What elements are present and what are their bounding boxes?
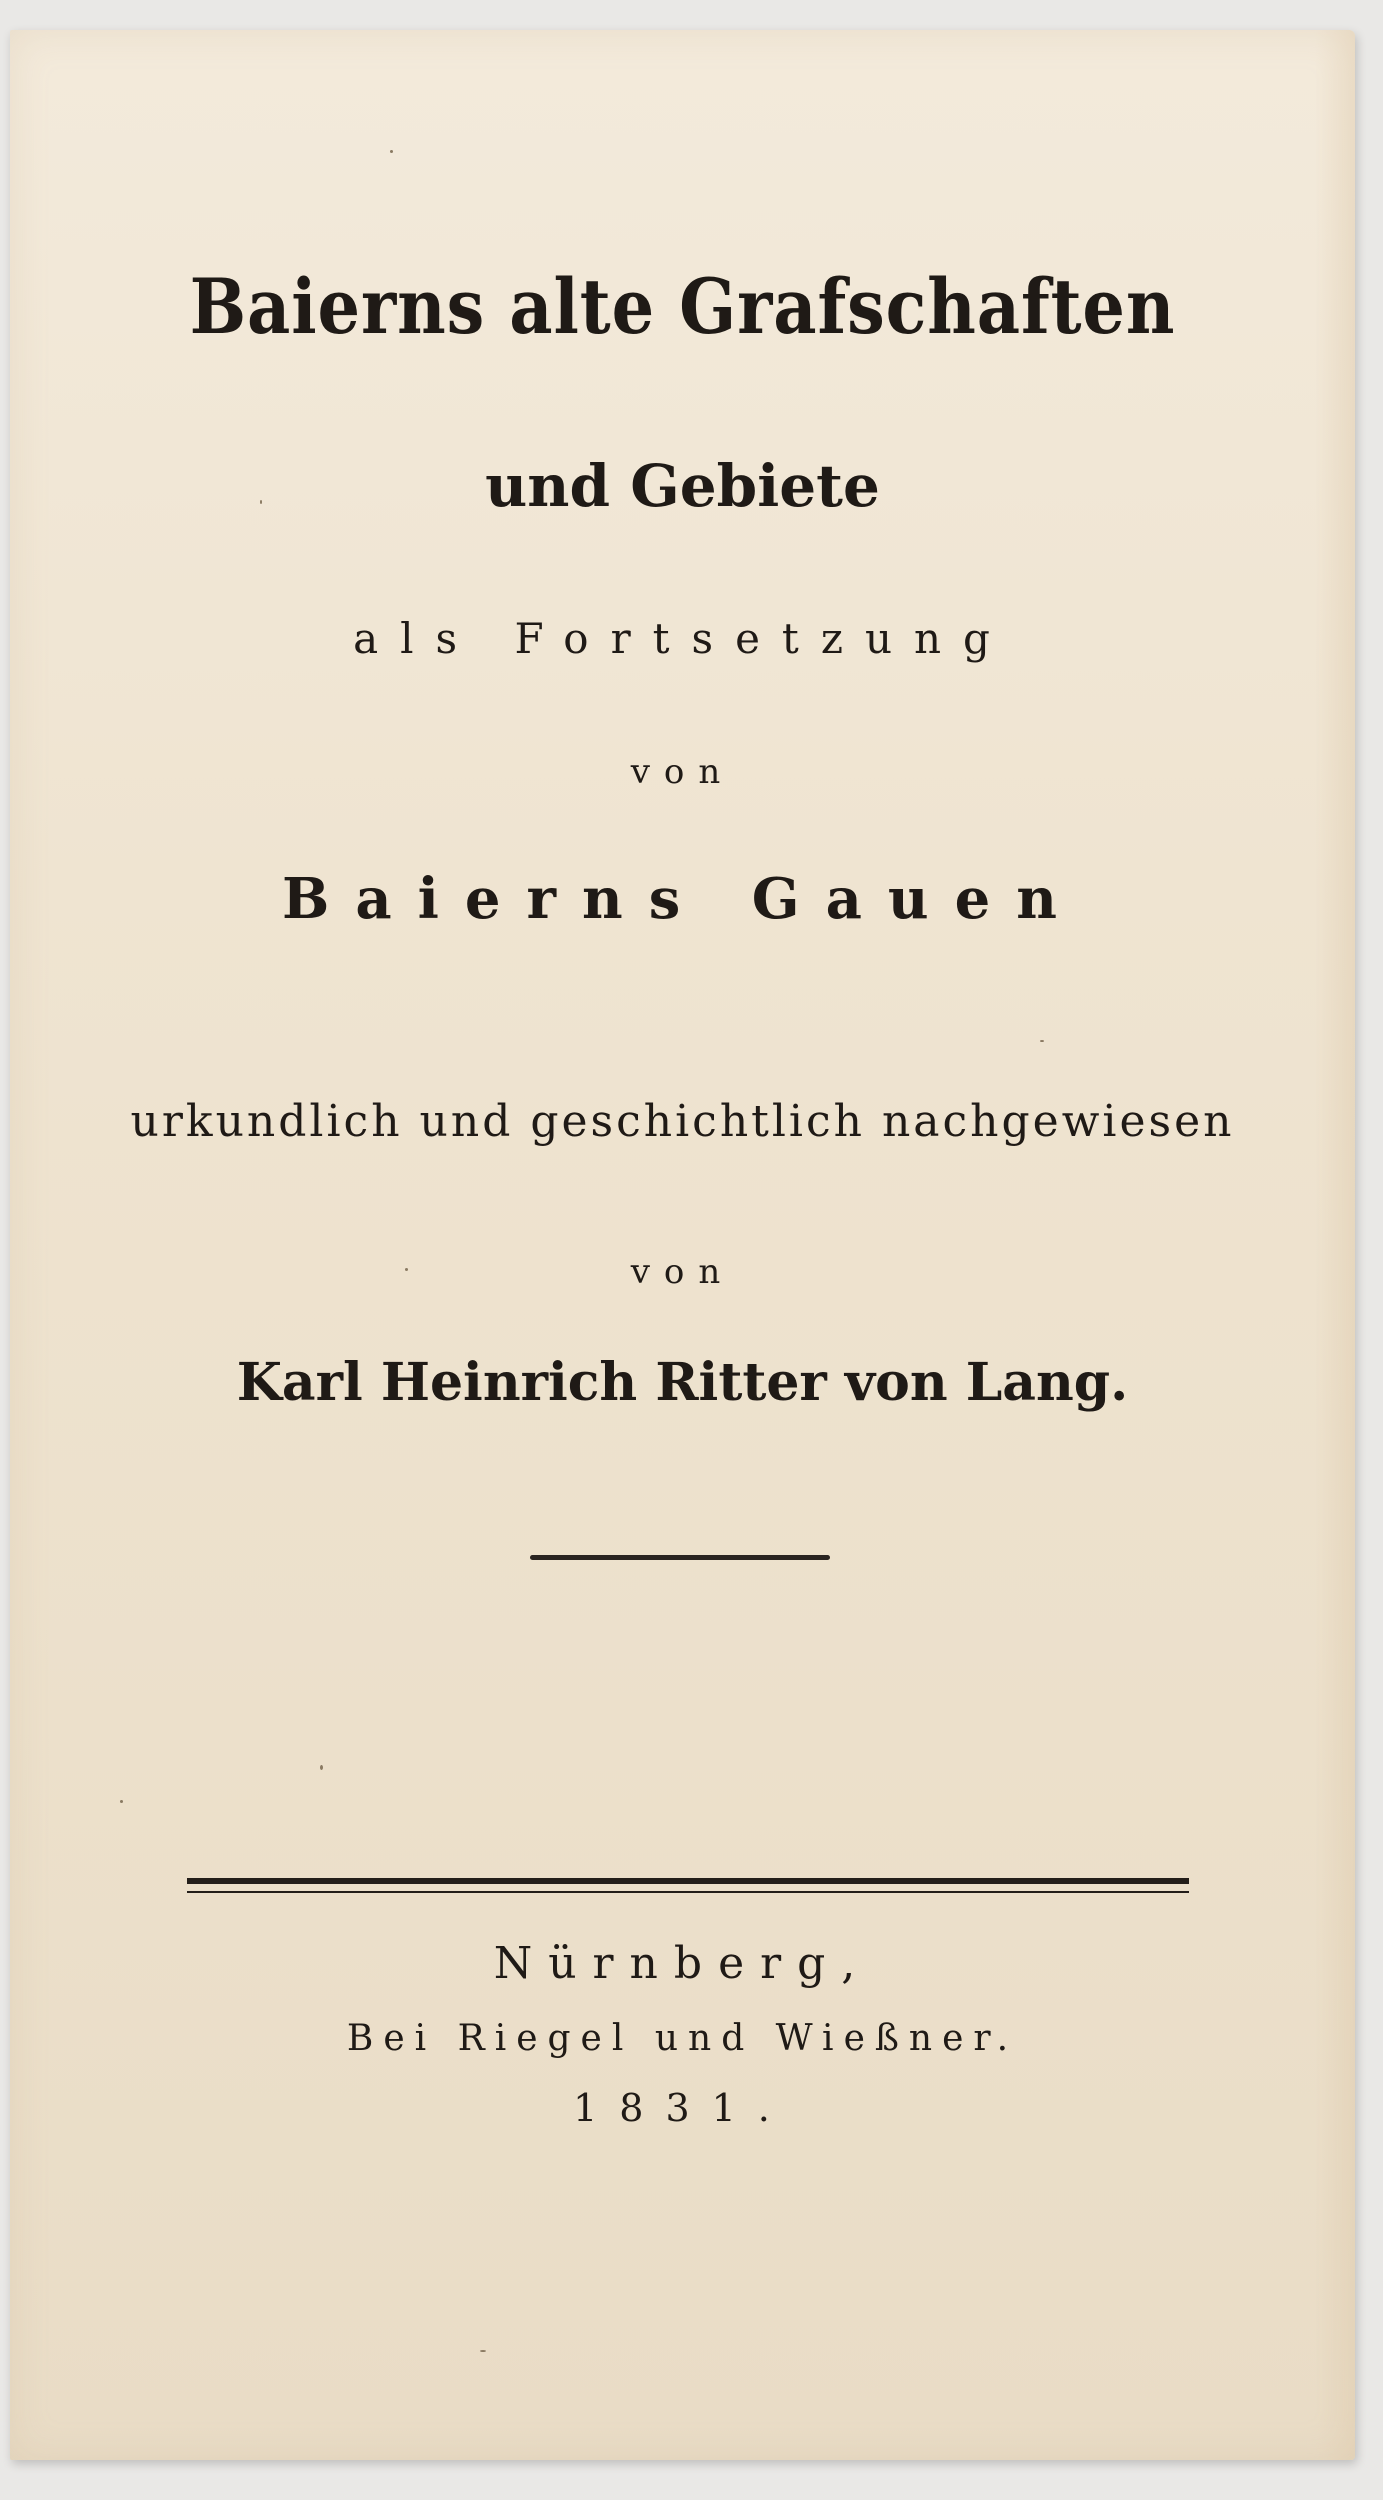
double-divider-rule (187, 1878, 1189, 1898)
series-title: Baierns Gauen (282, 866, 1083, 932)
thin-rule-line (187, 1891, 1189, 1893)
short-divider-rule (530, 1555, 830, 1560)
author-name: Karl Heinrich Ritter von Lang. (236, 1352, 1129, 1413)
imprint-year: 1831. (573, 2086, 792, 2130)
imprint-place: Nürnberg, (493, 1938, 872, 1989)
paper-speck (1040, 1040, 1044, 1042)
paper-speck (405, 1268, 408, 1271)
book-page (10, 30, 1355, 2460)
paper-speck (260, 500, 262, 504)
description-line: urkundlich und geschichtlich nachgewiesen (130, 1096, 1235, 1147)
thick-rule-line (187, 1878, 1189, 1884)
paper-speck (320, 1765, 323, 1770)
von-line-2: von (630, 1252, 735, 1292)
book-title: Baierns alte Grafschaften (189, 262, 1176, 351)
paper-speck (480, 2350, 486, 2352)
imprint-publisher: Bei Riegel und Wießner. (346, 2018, 1019, 2059)
book-subtitle: und Gebiete (485, 452, 880, 520)
continuation-line: als Fortsetzung (353, 614, 1012, 663)
paper-speck (120, 1800, 123, 1803)
von-line-1: von (630, 752, 735, 792)
paper-speck (390, 150, 393, 153)
